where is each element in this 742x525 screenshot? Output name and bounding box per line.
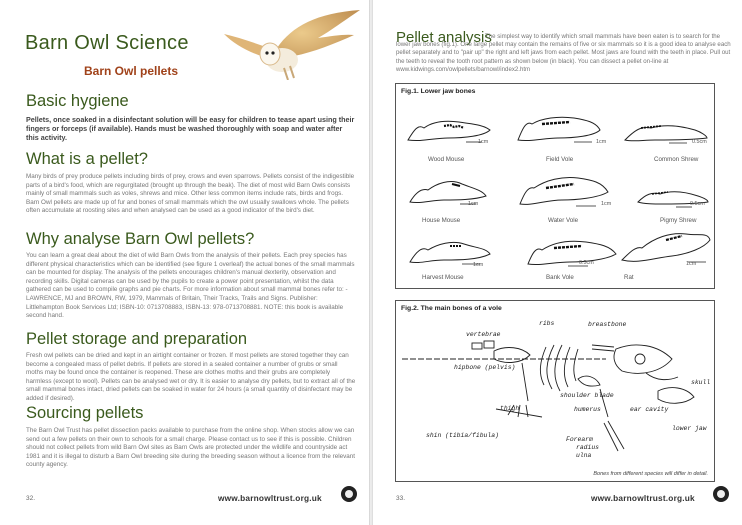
jaw-label-common-shrew: Common Shrew: [654, 156, 699, 163]
website-link[interactable]: www.barnowltrust.org.uk: [218, 493, 322, 503]
bone-label-hipbone: hipbone (pelvis): [454, 364, 516, 371]
section-heading-storage: Pellet storage and preparation: [26, 330, 248, 348]
section-text-sourcing: The Barn Owl Trust has pellet dissection packs available to purchase from the online shop. When stocks allow we can send out a few pellets on their own to schools for a small charge. Please contact us to see if this is possible. Children should not collect pellets from wild Barn Owl sites as Barn Owls are protected under the wildlife and countryside act 1981 and it is illegal to disturb a Barn Owl breeding site during the breeding season without a licence from the relevant county agency.: [26, 427, 356, 469]
section-text-why-analyse: You can learn a great deal about the diet of wild Barn Owls from the analysis of their pellets. Each prey species has different physical characteristics which can be identified (see figure 1 overleaf) the actual bones of the small mammals can be mounted for display. The analysis of the pellets encourages children's manual dexterity, observation and recording skills. Digital cameras can be used by the pupils to create a power point presentation, whilst the data gathered can be used to compile graphs and pie charts. For more information about small mammal bones refer to: - LAWRENCE, MJ and BROWN, RW, 1979, Mammals of Britain, Their Tracks, Trails and Signs. Publisher: Littlehampton Book Services Ltd; ISBN-10: 0713708883, ISBN-13: 978-0713708881. NOTE: this book is available second hand.: [26, 252, 355, 320]
website-link[interactable]: www.barnowltrust.org.uk: [591, 493, 695, 503]
barn-owl-image: [222, 8, 362, 80]
page-title: Barn Owl Science: [25, 32, 189, 54]
section-heading-why-analyse: Why analyse Barn Owl pellets?: [26, 230, 255, 248]
figure-label: Fig.1. Lower jaw bones: [401, 88, 476, 95]
page-number: 33.: [396, 495, 406, 502]
bone-label-vertebrae: vertebrae: [466, 331, 501, 338]
intro-text: The simplest way to identify which small mammals have been eaten is to search for the lower jaw bones (fig.1). One large pellet may contain the remains of five or six mammals so it is a good idea to analyse each pellet separately and to "pair up" the right and left jaws from each pellet. Most jaws are found with the teeth in place. Pull out the teeth to reveal the tooth root pattern as shown below (in black). You can dissect a pellet on-line at www.kidwings.com/owlpellets/barnowl/index2.htm: [396, 33, 731, 73]
scale-label: 0.5cm: [692, 139, 707, 145]
bone-label-ulna: ulna: [576, 452, 592, 459]
bone-label-forearm: Forearm: [566, 436, 593, 443]
figure-vole-bones: [395, 300, 715, 482]
scale-label: 1cm: [596, 139, 607, 145]
bone-label-lower-jaw: lower jaw: [672, 425, 707, 432]
jaw-label-wood-mouse: Wood Mouse: [428, 156, 465, 163]
bone-label-skull: skull: [691, 379, 711, 386]
scale-label: 1cm: [686, 261, 697, 267]
right-page: [373, 0, 742, 525]
bone-label-ear-cavity: ear cavity: [630, 406, 669, 413]
bone-label-radius: radius: [576, 444, 600, 451]
jaw-label-house-mouse: House Mouse: [422, 217, 461, 224]
section-text-what-is-pellet: Many birds of prey produce pellets including birds of prey, crows and even sparrows. Pellets consist of the indigestible parts of a bird's food, which are regurgitated (brought up through the beak). The diet of most wild Barn Owls consists mainly of small mammals such as voles, shrews and mice. Other less common items include rats, birds and frogs. Barn Owl pellets are made up of fur and bones of small mammals which the owl usually swallows whole. The pellets often accumulate at roosting sites and when analysed can be used as a good indicator of the bird's diet.: [26, 173, 355, 215]
jaw-label-bank-vole: Bank Vole: [546, 274, 574, 281]
jaw-water-vole: [516, 170, 612, 210]
page-subtitle: Barn Owl pellets: [84, 64, 179, 78]
scale-label: 0.5cm: [579, 260, 594, 266]
bone-label-humerus: humerus: [574, 406, 601, 413]
scale-label: 1cm: [473, 262, 484, 268]
bone-label-shoulder-blade: shoulder blade: [560, 392, 614, 399]
figure-lower-jaw-bones: [395, 83, 715, 289]
trust-logo-icon: [341, 486, 357, 502]
section-text-hygiene: Pellets, once soaked in a disinfectant solution will be easy for children to tease apart using their fingers or forceps (if available). Hands must be washed thoroughly with soap and water after this activity.: [26, 115, 355, 142]
figure-label: Fig.2. The main bones of a vole: [401, 305, 502, 312]
page-number: 32.: [26, 495, 36, 502]
jaw-label-pigmy-shrew: Pigmy Shrew: [660, 217, 697, 224]
scale-label: 1cm: [601, 201, 612, 207]
figure-note: Bones from different species will differ in detail.: [593, 471, 708, 477]
bone-label-shin: shin (tibia/fibula): [426, 432, 499, 439]
left-page: [0, 0, 369, 525]
bone-label-ribs: ribs: [539, 320, 555, 327]
section-text-storage: Fresh owl pellets can be dried and kept in an airtight container or frozen. If most pellets are stored together they can become a congealed mass of pellet debris. If pellets are stored in a sealed container a number of grubs or small moths may be found once the container is reopened. These are clothes moths and their grubs are completely harmless (except to wool). Pellets can be analysed wet or dry. It is easier to analyse dry pellets, but to extract all of the small mammal bones intact, dried pellets can be soaked in water for 24 hours (a small quantity of disinfectant may be added if desired).: [26, 352, 356, 402]
section-heading-what-is-pellet: What is a pellet?: [26, 150, 148, 168]
section-heading-hygiene: Basic hygiene: [26, 92, 129, 110]
jaw-label-harvest-mouse: Harvest Mouse: [422, 274, 464, 281]
vole-skeleton-drawing: [396, 301, 716, 483]
jaw-label-field-vole: Field Vole: [546, 156, 574, 163]
scale-label: 1cm: [478, 139, 489, 145]
jaw-rat: [618, 224, 714, 266]
scale-label: 0.5cm: [690, 201, 705, 207]
trust-logo-icon: [713, 486, 729, 502]
scale-label: 1cm: [468, 201, 479, 207]
jaw-label-rat: Rat: [624, 274, 634, 281]
jaw-bank-vole: [524, 234, 620, 270]
jaw-label-water-vole: Water Vole: [548, 217, 579, 224]
section-heading-sourcing: Sourcing pellets: [26, 404, 144, 422]
bone-label-breastbone: breastbone: [588, 321, 627, 328]
jaw-field-vole: [514, 110, 607, 146]
bone-label-thigh: thigh: [500, 405, 520, 412]
page-title: Pellet analysis: [396, 29, 492, 46]
